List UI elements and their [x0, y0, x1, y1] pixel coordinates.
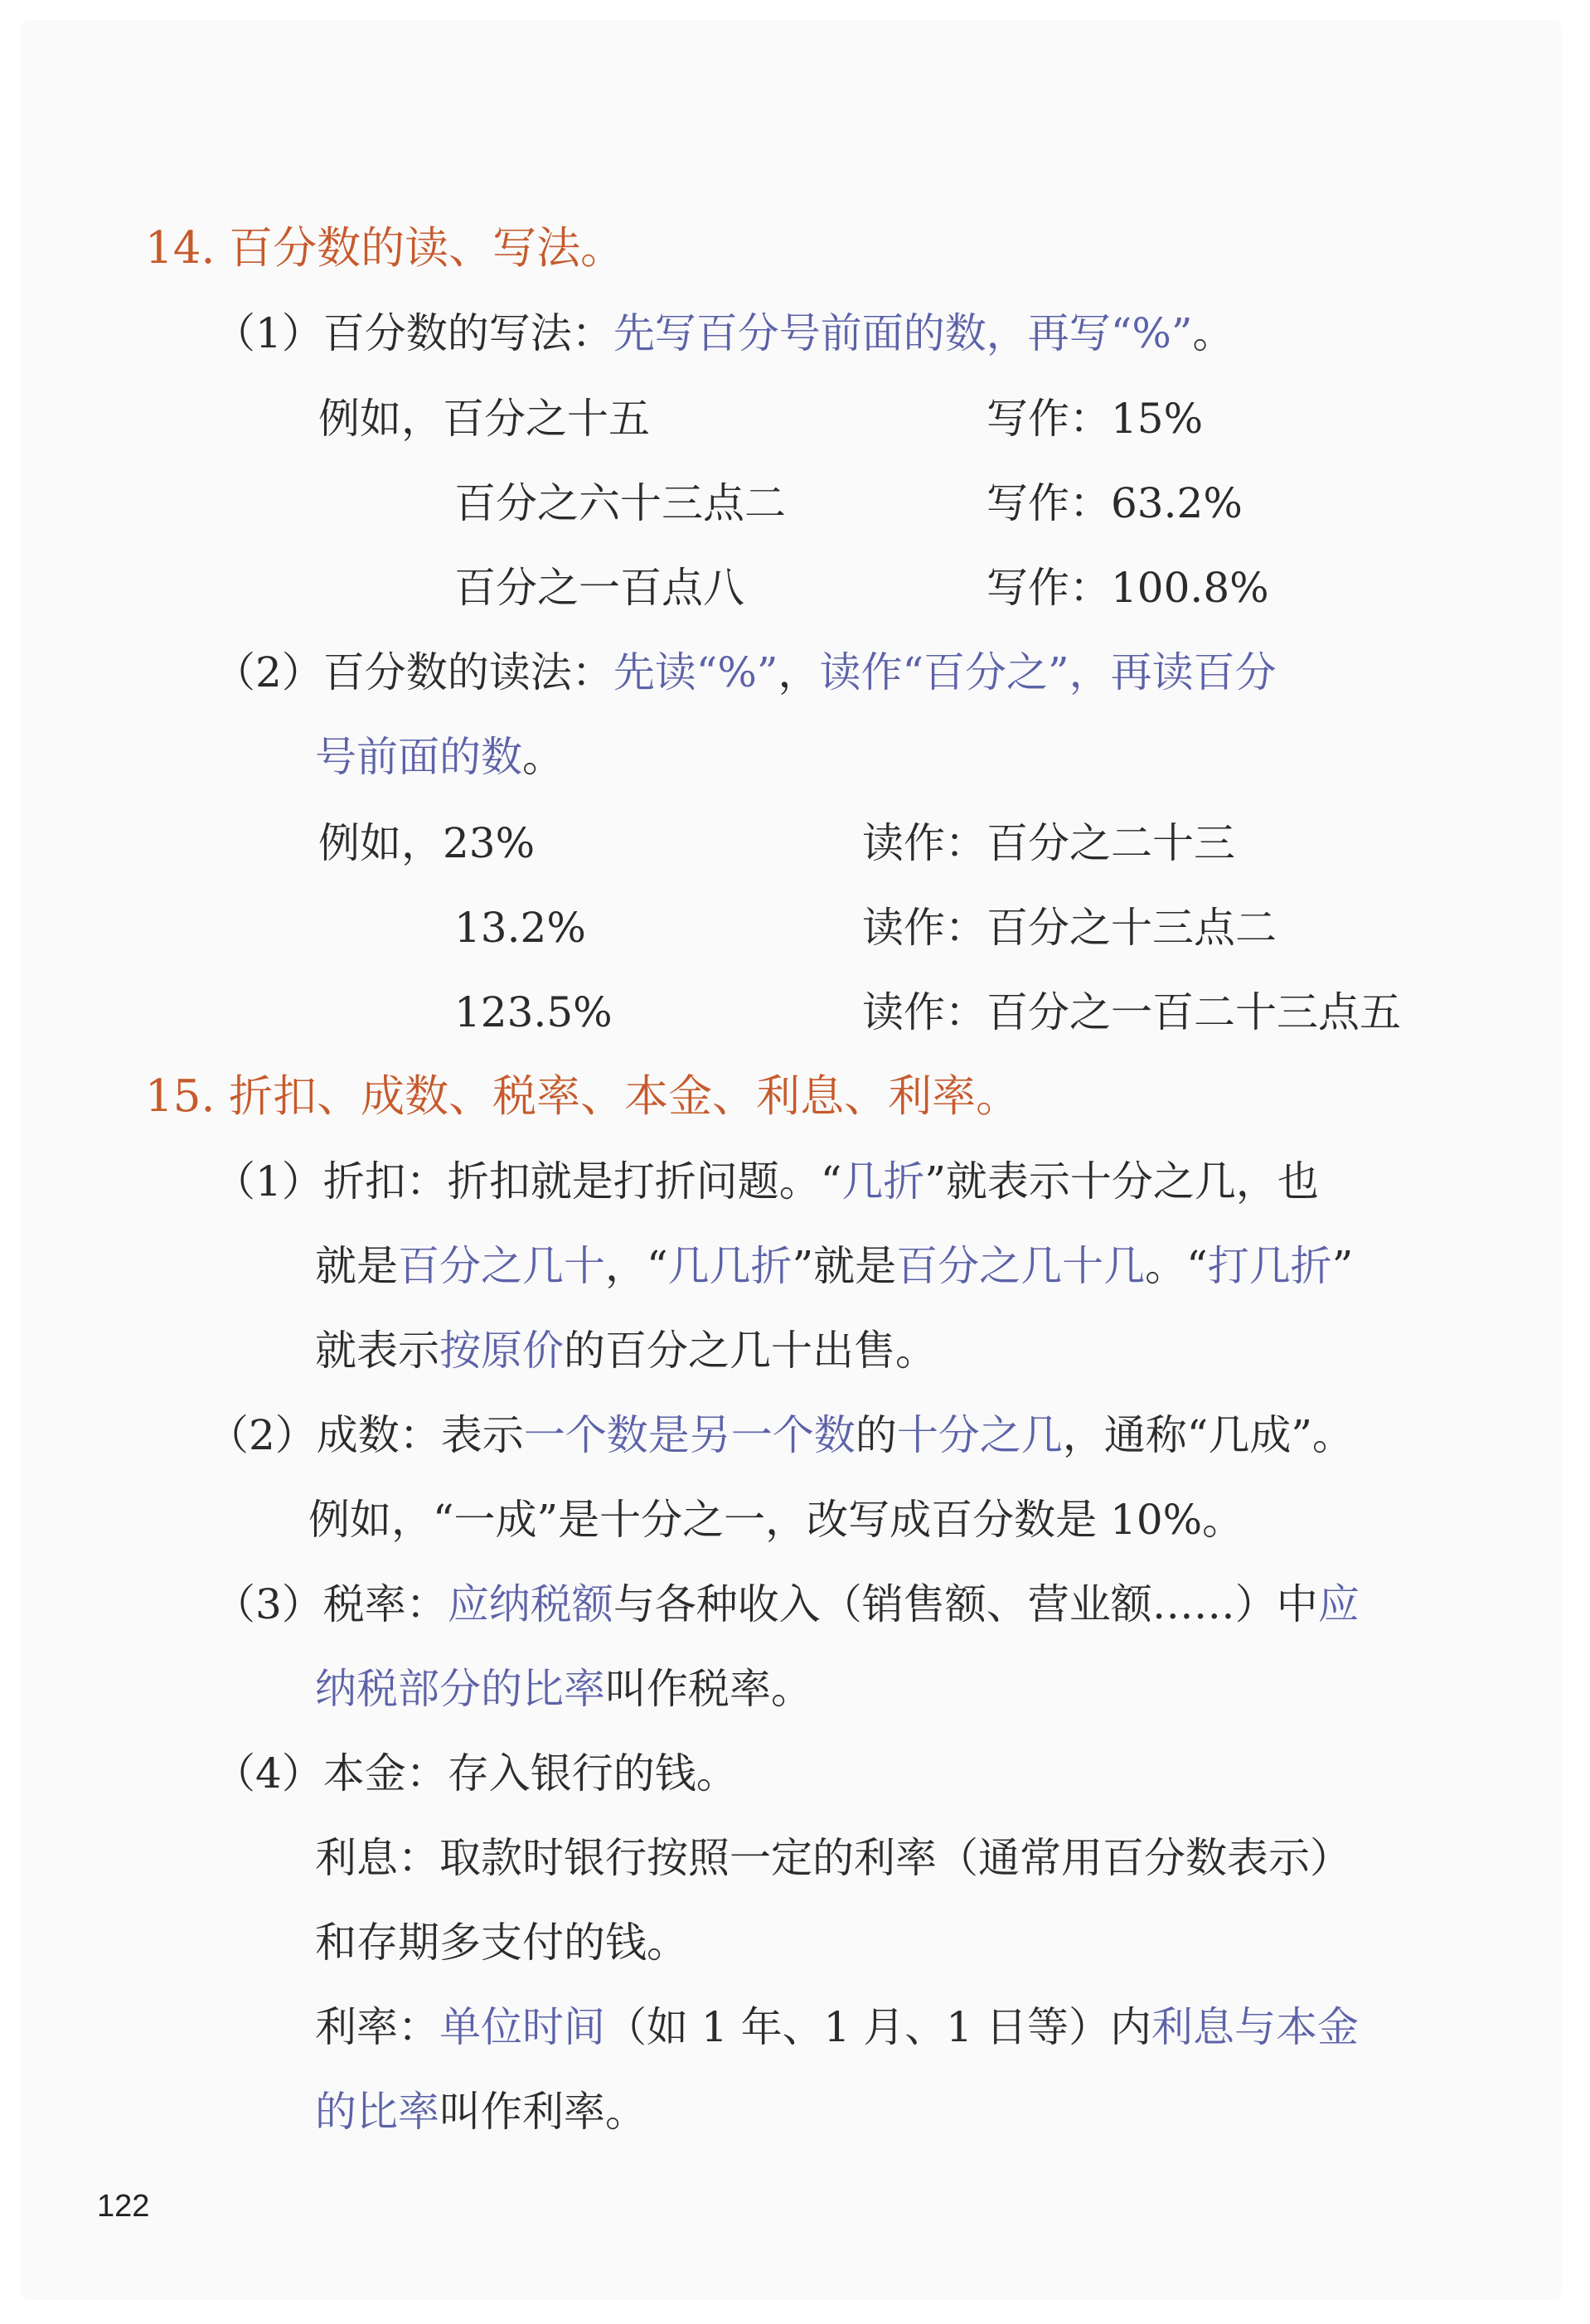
s15-p2-line2: 例如，“一成”是十分之一，改写成百分数是 10%。: [308, 1496, 1244, 1544]
write-example-name: 百分之一百点八: [454, 564, 744, 612]
section-14-heading: 14. 百分数的读、写法。: [145, 223, 625, 274]
s15-p3-line1: （3）税率：应纳税额与各种收入（销售额、营业额……）中应: [214, 1580, 1360, 1628]
s14-p1-line: （1）百分数的写法：先写百分号前面的数，再写“%”。: [214, 309, 1234, 357]
s14-p2-line1: （2）百分数的读法：先读“%”，读作“百分之”，再读百分: [214, 648, 1277, 696]
write-example-value: 写作：15%: [986, 395, 1204, 443]
write-example-value: 写作：63.2%: [986, 479, 1243, 527]
s15-p4-line5: 的比率叫作利率。: [315, 2088, 647, 2136]
s15-p2-line1: （2）成数：表示一个数是另一个数的十分之几，通称“几成”。: [207, 1411, 1354, 1459]
s15-p4-line4: 利率：单位时间（如 1 年、1 月、1 日等）内利息与本金: [315, 2003, 1360, 2051]
read-example-value: 读作：百分之一百二十三点五: [862, 988, 1401, 1036]
page-number: 122: [97, 2189, 150, 2224]
read-example-name: 例如，23%: [318, 819, 536, 867]
s15-p4-line3: 和存期多支付的钱。: [315, 1919, 688, 1967]
s15-p4-line2: 利息：取款时银行按照一定的利率（通常用百分数表示）: [315, 1834, 1351, 1882]
read-example-name: 13.2%: [454, 904, 586, 952]
write-example-name: 百分之六十三点二: [454, 479, 786, 527]
section-15-heading: 15. 折扣、成数、税率、本金、利息、利率。: [145, 1071, 1020, 1122]
s15-p1-line1: （1）折扣：折扣就是打折问题。“几折”就表示十分之几，也: [214, 1157, 1319, 1206]
s15-p3-line2: 纳税部分的比率叫作税率。: [315, 1665, 812, 1713]
s15-p4-line1: （4）本金：存入银行的钱。: [214, 1749, 738, 1798]
s15-p1-line3: 就表示按原价的百分之几十出售。: [315, 1327, 937, 1375]
write-example-name: 例如，百分之十五: [318, 395, 650, 443]
write-example-value: 写作：100.8%: [986, 564, 1269, 612]
read-example-value: 读作：百分之十三点二: [862, 904, 1277, 952]
read-example-name: 123.5%: [454, 988, 613, 1036]
read-example-value: 读作：百分之二十三: [862, 819, 1235, 867]
s14-p2-line2: 号前面的数。: [315, 733, 564, 781]
s15-p1-line2: 就是百分之几十，“几几折”就是百分之几十几。“打几折”: [315, 1242, 1354, 1290]
